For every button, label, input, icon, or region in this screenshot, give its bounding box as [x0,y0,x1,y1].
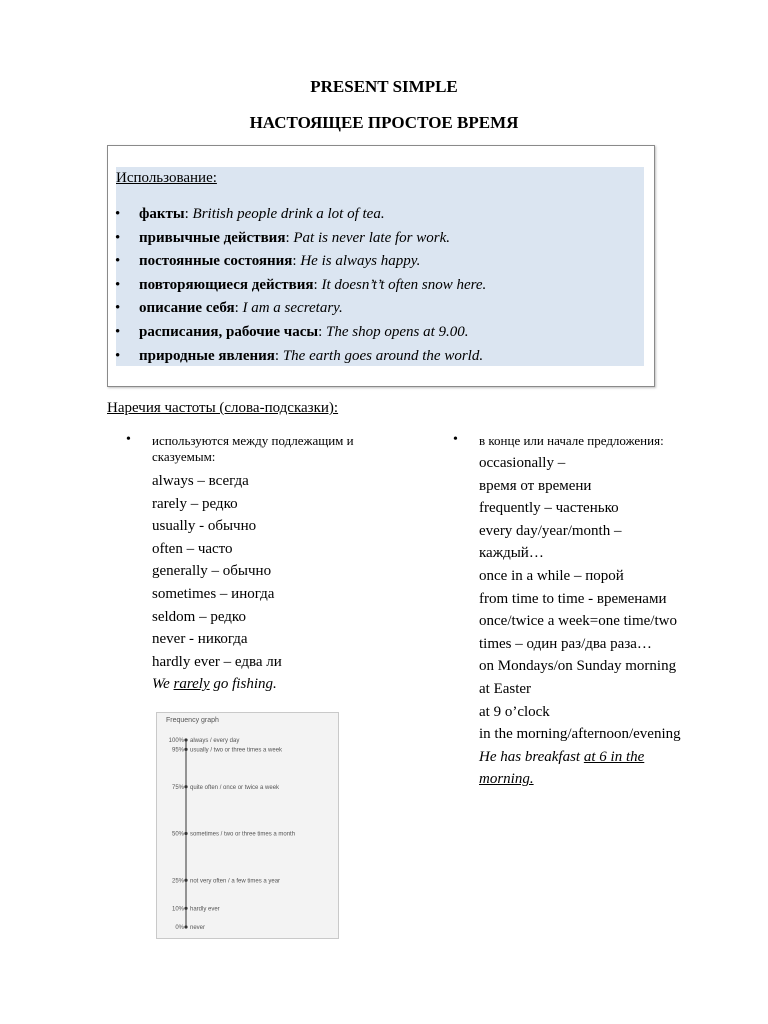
frequency-row-label: quite often / once or twice a week [190,784,280,791]
frequency-percent-label: 100% [168,738,184,744]
adverbs-heading: Наречия частоты (слова-подсказки): [107,400,339,416]
adverb-item: always – всегда [152,473,249,489]
usage-term: описание себя [139,300,235,317]
right-example-sentence-cont [479,768,681,791]
left-example-sentence [152,673,282,696]
frequency-graph-plot [157,713,338,938]
adverb-item: once in a while – порой [479,567,624,584]
adverb-item: times – один раз/два раза… [479,635,652,652]
frequency-percent-label: 10% [171,906,184,913]
adverb-item: sometimes – иногда [152,585,275,602]
usage-box [107,145,655,387]
left-column-note: используются между подлежащим и сказуемым: [152,433,354,464]
adverb-item: often – часто [152,540,233,557]
adverb-item: каждый… [479,545,544,562]
frequency-percent-label: 25% [171,878,184,885]
frequency-point [184,785,187,788]
frequency-point [184,925,187,928]
adverb-item: on Mondays/on Sunday morning [479,658,677,675]
usage-term: природные явления [139,347,275,364]
adverb-item: at 9 o’clock [479,703,550,720]
usage-item: • привычные действия: Pat is never late for work. [108,227,486,251]
page-title: PRESENT SIMPLE [310,77,458,96]
frequency-point [184,879,187,882]
example-underlined: rarely [173,676,210,693]
adverb-item: every day/year/month – [479,522,622,539]
usage-example: It doesn’t’t often snow here. [321,276,487,293]
usage-item: • повторяющиеся действия: It doesn’t’t often snow here. [108,274,486,298]
usage-example: The shop opens at 9.00. [326,323,469,340]
left-adverb-list [152,470,282,696]
adverb-item: never - никогда [152,631,248,648]
frequency-row-label: sometimes / two or three times a month [190,831,296,838]
example-text: He has breakfast [479,748,584,765]
frequency-point [184,738,187,741]
bullet-icon: • [126,432,131,447]
adverb-item: from time to time - временами [479,590,667,607]
adverb-item: at Easter [479,680,532,697]
usage-list [108,203,486,368]
frequency-point [184,832,187,835]
usage-term: повторяющиеся действия [139,276,314,293]
frequency-point [184,907,187,910]
frequency-percent-label: 75% [171,784,184,791]
usage-term: привычные действия [139,229,286,246]
adverb-item: hardly ever – едва ли [152,653,282,670]
frequency-point [184,748,187,751]
frequency-graph-title: Frequency graph [166,717,219,724]
usage-item: • расписания, рабочие часы: The shop opens at 9.00. [108,321,486,345]
usage-example: The earth goes around the world. [282,347,484,364]
frequency-row-label: hardly ever [190,906,220,913]
right-adverb-list [479,452,681,791]
example-text: go fishing. [209,676,277,693]
frequency-row-label: never [190,925,206,931]
usage-example: I am a secretary. [242,300,343,317]
usage-example: Pat is never late for work. [293,229,451,246]
adverb-item: время от времени [479,477,592,494]
usage-item: • описание себя: I am a secretary. [108,297,486,321]
frequency-percent-label: 50% [171,831,184,838]
frequency-row-label: not very often / a few times a year [190,878,281,885]
right-example-sentence [479,746,681,769]
example-text: We [152,676,174,693]
right-column-note: в конце или начале предложения: [479,433,664,448]
usage-item: • природные явления: The earth goes around the world. [108,345,486,369]
usage-example: He is always happy. [300,253,421,270]
frequency-row-label: always / every day [190,738,240,744]
usage-example: British people drink a lot of tea. [192,206,385,222]
usage-term: постоянные состояния [139,253,293,270]
bullet-icon: • [453,432,458,447]
usage-term: расписания, рабочие часы [139,323,319,340]
adverb-item: rarely – редко [152,495,238,512]
frequency-graph [156,712,339,939]
usage-term: факты [139,206,185,222]
adverb-item: generally – обычно [152,563,272,580]
adverb-item: seldom – редко [152,608,246,625]
page-subtitle: НАСТОЯЩЕЕ ПРОСТОЕ ВРЕМЯ [249,113,519,132]
adverb-item: once/twice a week=one time/two [479,613,677,630]
adverb-item: usually - обычно [152,518,257,535]
adverb-item: frequently – частенько [479,500,619,517]
example-underlined: at 6 in the [583,748,645,765]
adverb-item: occasionally – [479,455,566,471]
frequency-percent-label: 0% [175,925,184,931]
adverb-item: in the morning/afternoon/evening [479,726,681,743]
example-underlined: morning. [479,771,534,788]
usage-item: • постоянные состояния: He is always happy. [108,250,486,274]
frequency-percent-label: 95% [171,747,184,754]
usage-heading: Использование: [116,170,217,186]
usage-item: • факты: British people drink a lot of tea. [108,203,486,227]
frequency-row-label: usually / two or three times a week [190,747,283,754]
